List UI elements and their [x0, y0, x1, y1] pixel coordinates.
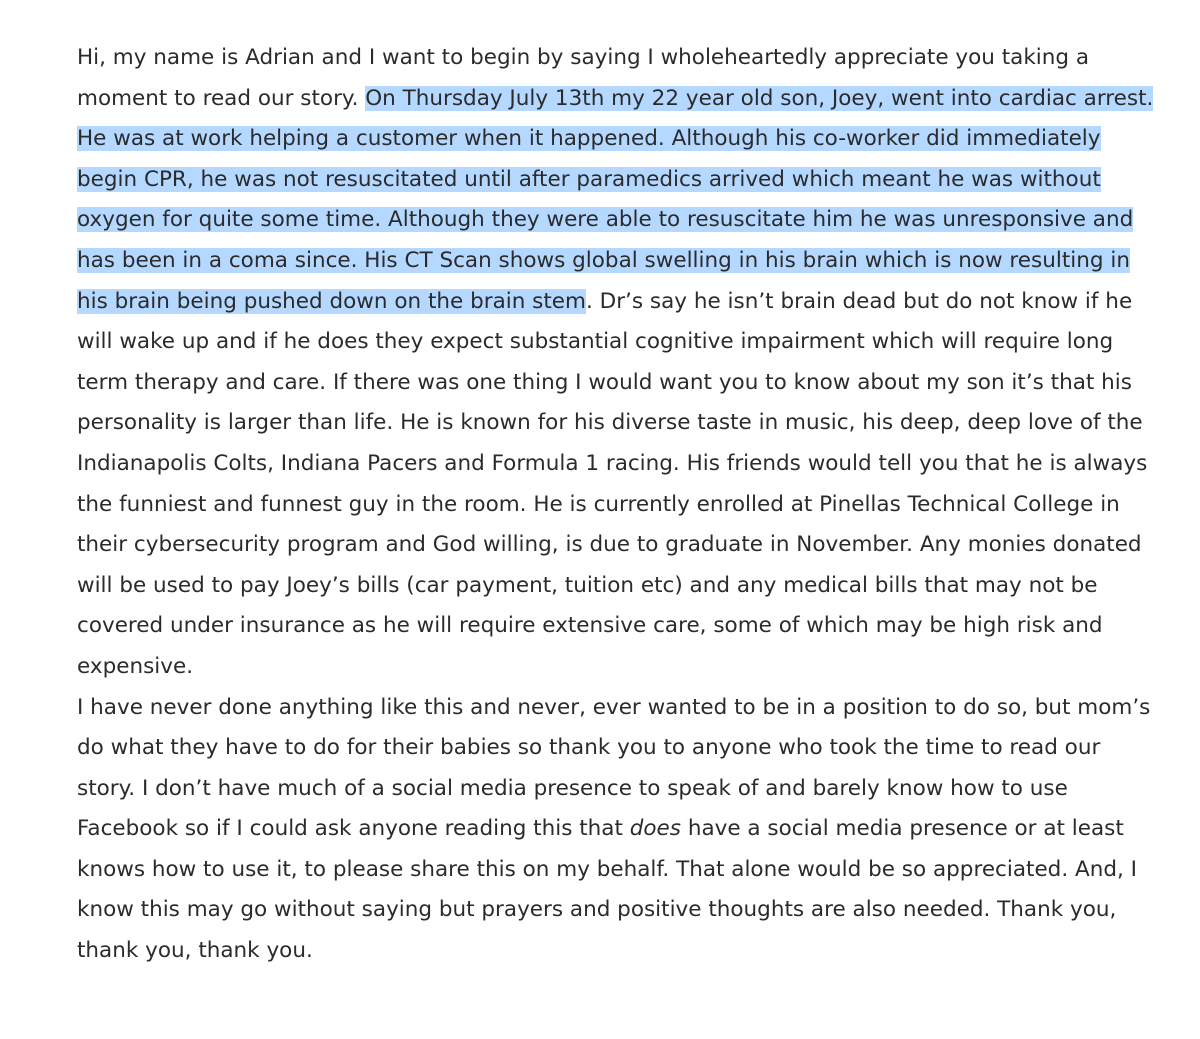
emphasis-does: does	[629, 816, 681, 842]
intro-text: Hi, my name is Adrian and I want to begin by saying I wholeheartedly appreciate you taking a moment to read our story.	[77, 45, 1090, 111]
story-paragraph-2	[77, 688, 1162, 972]
paragraph-2-part-1: I have never done anything like this and never, ever wanted to be in a position to do so, but mom’s do what they have to do for their babies so thank you to anyone who took the time to read our story. I don’t have much of a social media presence to speak of and barely know how to use Facebook so if I could ask anyone reading this that	[77, 694, 1151, 842]
story-text	[77, 38, 1162, 972]
paragraph-2-part-2: have a social media presence or at least knows how to use it, to please share this on my behalf. That alone would be so appreciated. And, I know this may go without saying but prayers and positive thoughts are also needed. Thank you, thank you, thank you.	[77, 816, 1137, 964]
paragraph-1-rest: . Dr’s say he isn’t brain dead but do not know if he will wake up and if he does they expect substantial cognitive impairment which will require long term therapy and care. If there was one thing I would want you to know about my son it’s that his personality is larger than life. He is known for his diverse taste in music, his deep, deep love of the Indianapolis Colts, Indiana Pacers and Formula 1 racing. His friends would tell you that he is always the funniest and funnest guy in the room. He is currently enrolled at Pinellas Technical College in their cybersecurity program and God willing, is due to graduate in November. Any monies donated will be used to pay Joey’s bills (car payment, tuition etc) and any medical bills that may not be covered under insurance as he will require extensive care, some of which may be high risk and expensive.	[77, 288, 1148, 679]
selected-text-highlight[interactable]: On Thursday July 13th my 22 year old son, Joey, went into cardiac arrest. He was at work helping a customer when it happened. Although his co-worker did immediately begin CPR, he was not resuscitated until after paramedics arrived which meant he was without oxygen for quite some time. Although they were able to resuscitate him he was unresponsive and has been in a coma since. His CT Scan shows global swelling in his brain which is now resulting in his brain being pushed down on the brain stem	[77, 85, 1154, 314]
story-paragraph-1	[77, 38, 1162, 688]
